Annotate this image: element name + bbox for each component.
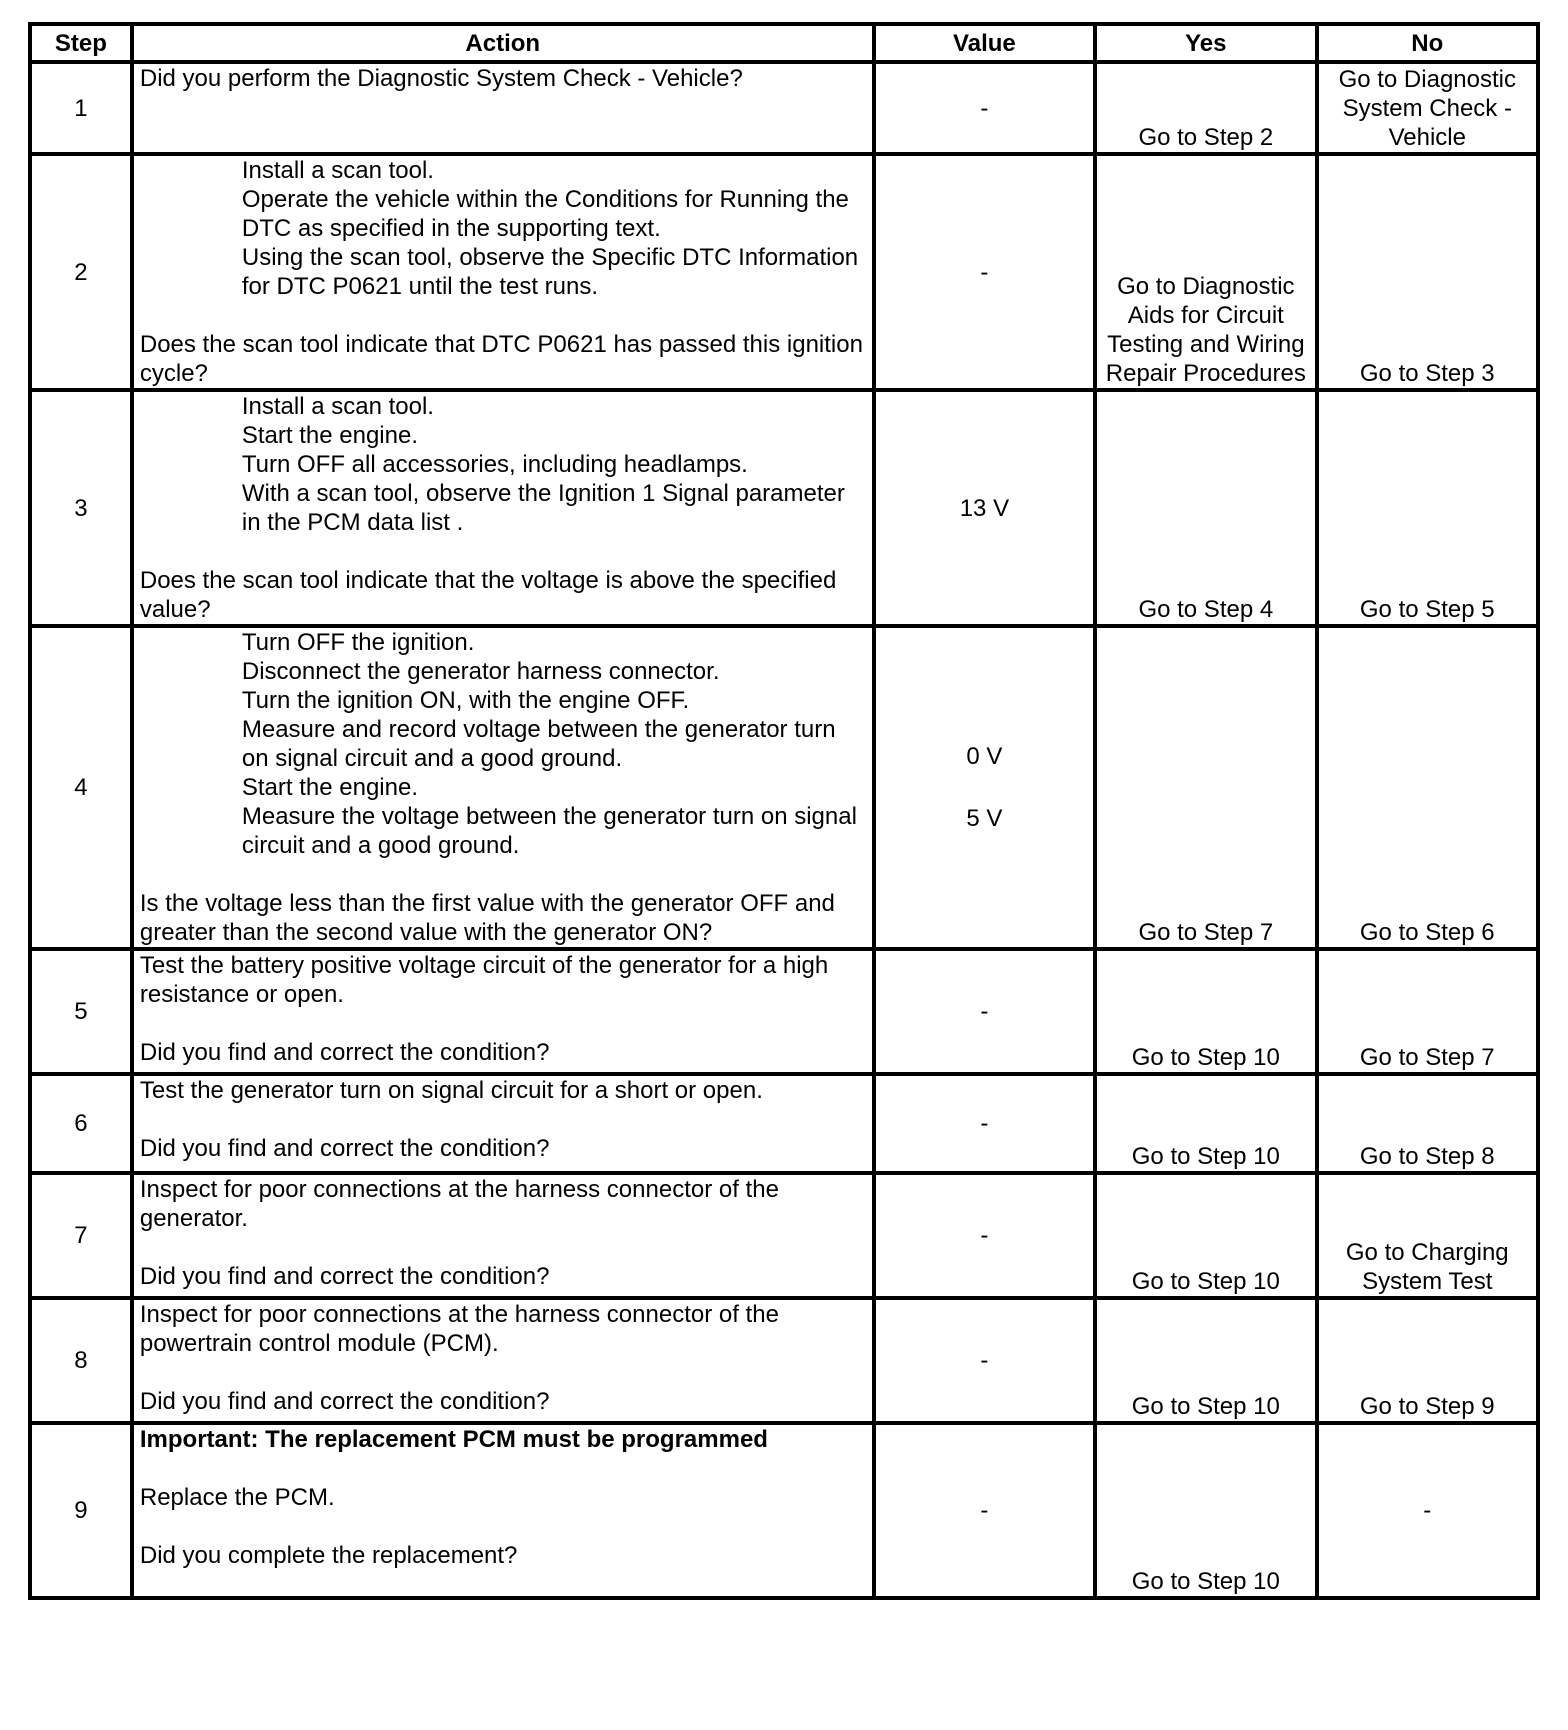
action-instruction: Inspect for poor connections at the harness connector of the generator. bbox=[139, 1176, 779, 1232]
action-cell bbox=[132, 1173, 874, 1298]
no-cell: Go to Step 8 bbox=[1317, 1074, 1538, 1173]
action-cell bbox=[132, 390, 874, 626]
yes-cell: Go to Step 10 bbox=[1095, 1298, 1316, 1423]
action-instruction: With a scan tool, observe the Ignition 1 Signal parameter in the PCM data list . bbox=[241, 480, 845, 536]
no-cell: Go to Step 5 bbox=[1317, 390, 1538, 626]
action-instruction: Inspect for poor connections at the harness connector of the powertrain control module (PCM). bbox=[139, 1301, 779, 1357]
value-first: 0 V bbox=[966, 743, 1003, 770]
action-instruction: Turn OFF all accessories, including headlamps. bbox=[241, 451, 748, 478]
table-row bbox=[30, 1074, 1538, 1173]
step-number: 5 bbox=[30, 949, 132, 1074]
table-row bbox=[30, 390, 1538, 626]
action-instruction: Turn OFF the ignition. bbox=[241, 629, 475, 656]
table-row bbox=[30, 1298, 1538, 1423]
step-number: 2 bbox=[30, 154, 132, 390]
diagnostic-table bbox=[28, 22, 1540, 1600]
action-question: Does the scan tool indicate that the voltage is above the specified value? bbox=[139, 567, 837, 623]
action-instruction: Install a scan tool. bbox=[241, 157, 434, 184]
step-number: 7 bbox=[30, 1173, 132, 1298]
action-instruction: Using the scan tool, observe the Specific DTC Information for DTC P0621 until the test runs. bbox=[241, 244, 859, 300]
table-row bbox=[30, 1173, 1538, 1298]
table-header-row bbox=[30, 24, 1538, 62]
action-instruction: Replace the PCM. bbox=[139, 1484, 335, 1511]
action-instruction: Start the engine. bbox=[241, 422, 418, 449]
no-cell: Go to Diagnostic System Check - Vehicle bbox=[1317, 62, 1538, 154]
value-cell: - bbox=[874, 1298, 1095, 1423]
action-question: Did you find and correct the condition? bbox=[139, 1135, 550, 1162]
action-instruction: Disconnect the generator harness connector. bbox=[241, 658, 720, 685]
action-instruction: Operate the vehicle within the Conditions for Running the DTC as specified in the supporting text. bbox=[241, 186, 849, 242]
value-cell: - bbox=[874, 949, 1095, 1074]
yes-cell: Go to Step 2 bbox=[1095, 62, 1316, 154]
action-cell bbox=[132, 1298, 874, 1423]
value-cell: - bbox=[874, 1423, 1095, 1598]
header-action: Action bbox=[132, 24, 874, 62]
yes-cell: Go to Diagnostic Aids for Circuit Testing and Wiring Repair Procedures bbox=[1095, 154, 1316, 390]
value-cell: - bbox=[874, 154, 1095, 390]
action-instruction: Test the generator turn on signal circuit for a short or open. bbox=[139, 1077, 763, 1104]
yes-cell: Go to Step 4 bbox=[1095, 390, 1316, 626]
yes-cell: Go to Step 10 bbox=[1095, 1074, 1316, 1173]
header-no: No bbox=[1317, 24, 1538, 62]
action-cell bbox=[132, 626, 874, 949]
step-number: 9 bbox=[30, 1423, 132, 1598]
action-instruction: Measure and record voltage between the generator turn on signal circuit and a good ground. bbox=[241, 716, 836, 772]
action-instruction: Install a scan tool. bbox=[241, 393, 434, 420]
yes-cell: Go to Step 10 bbox=[1095, 1173, 1316, 1298]
table-row bbox=[30, 949, 1538, 1074]
no-cell: Go to Step 9 bbox=[1317, 1298, 1538, 1423]
table-row bbox=[30, 62, 1538, 154]
important-note: Important: The replacement PCM must be programmed bbox=[139, 1426, 768, 1453]
yes-cell: Go to Step 7 bbox=[1095, 626, 1316, 949]
no-cell: Go to Step 7 bbox=[1317, 949, 1538, 1074]
header-yes: Yes bbox=[1095, 24, 1316, 62]
yes-cell: Go to Step 10 bbox=[1095, 1423, 1316, 1598]
action-instruction: Measure the voltage between the generator turn on signal circuit and a good ground. bbox=[241, 803, 857, 859]
action-cell bbox=[132, 1074, 874, 1173]
no-cell: Go to Step 3 bbox=[1317, 154, 1538, 390]
no-cell: Go to Charging System Test bbox=[1317, 1173, 1538, 1298]
action-question: Did you find and correct the condition? bbox=[139, 1263, 550, 1290]
action-question: Did you perform the Diagnostic System Check - Vehicle? bbox=[139, 65, 743, 92]
action-instruction: Turn the ignition ON, with the engine OFF. bbox=[241, 687, 690, 714]
header-value: Value bbox=[874, 24, 1095, 62]
step-number: 3 bbox=[30, 390, 132, 626]
table-row bbox=[30, 626, 1538, 949]
action-instruction: Test the battery positive voltage circuit of the generator for a high resistance or open. bbox=[139, 952, 829, 1008]
yes-cell: Go to Step 10 bbox=[1095, 949, 1316, 1074]
action-instruction: Start the engine. bbox=[241, 774, 418, 801]
action-question: Did you find and correct the condition? bbox=[139, 1388, 550, 1415]
no-cell: - bbox=[1317, 1423, 1538, 1598]
table-row bbox=[30, 154, 1538, 390]
action-question: Did you find and correct the condition? bbox=[139, 1039, 550, 1066]
value-cell: - bbox=[874, 62, 1095, 154]
action-cell bbox=[132, 154, 874, 390]
step-number: 4 bbox=[30, 626, 132, 949]
no-cell: Go to Step 6 bbox=[1317, 626, 1538, 949]
action-question: Is the voltage less than the first value with the generator OFF and greater than the second value with the generator ON? bbox=[139, 890, 835, 946]
value-second: 5 V bbox=[966, 805, 1003, 832]
action-cell bbox=[132, 949, 874, 1074]
header-step: Step bbox=[30, 24, 132, 62]
action-question: Did you complete the replacement? bbox=[139, 1542, 518, 1569]
step-number: 1 bbox=[30, 62, 132, 154]
table-row bbox=[30, 1423, 1538, 1598]
value-cell: 13 V bbox=[874, 390, 1095, 626]
value-cell: - bbox=[874, 1173, 1095, 1298]
step-number: 6 bbox=[30, 1074, 132, 1173]
action-cell bbox=[132, 1423, 874, 1598]
action-question: Does the scan tool indicate that DTC P0621 has passed this ignition cycle? bbox=[139, 331, 863, 387]
value-cell: - bbox=[874, 1074, 1095, 1173]
value-cell bbox=[874, 626, 1095, 949]
action-cell bbox=[132, 62, 874, 154]
step-number: 8 bbox=[30, 1298, 132, 1423]
